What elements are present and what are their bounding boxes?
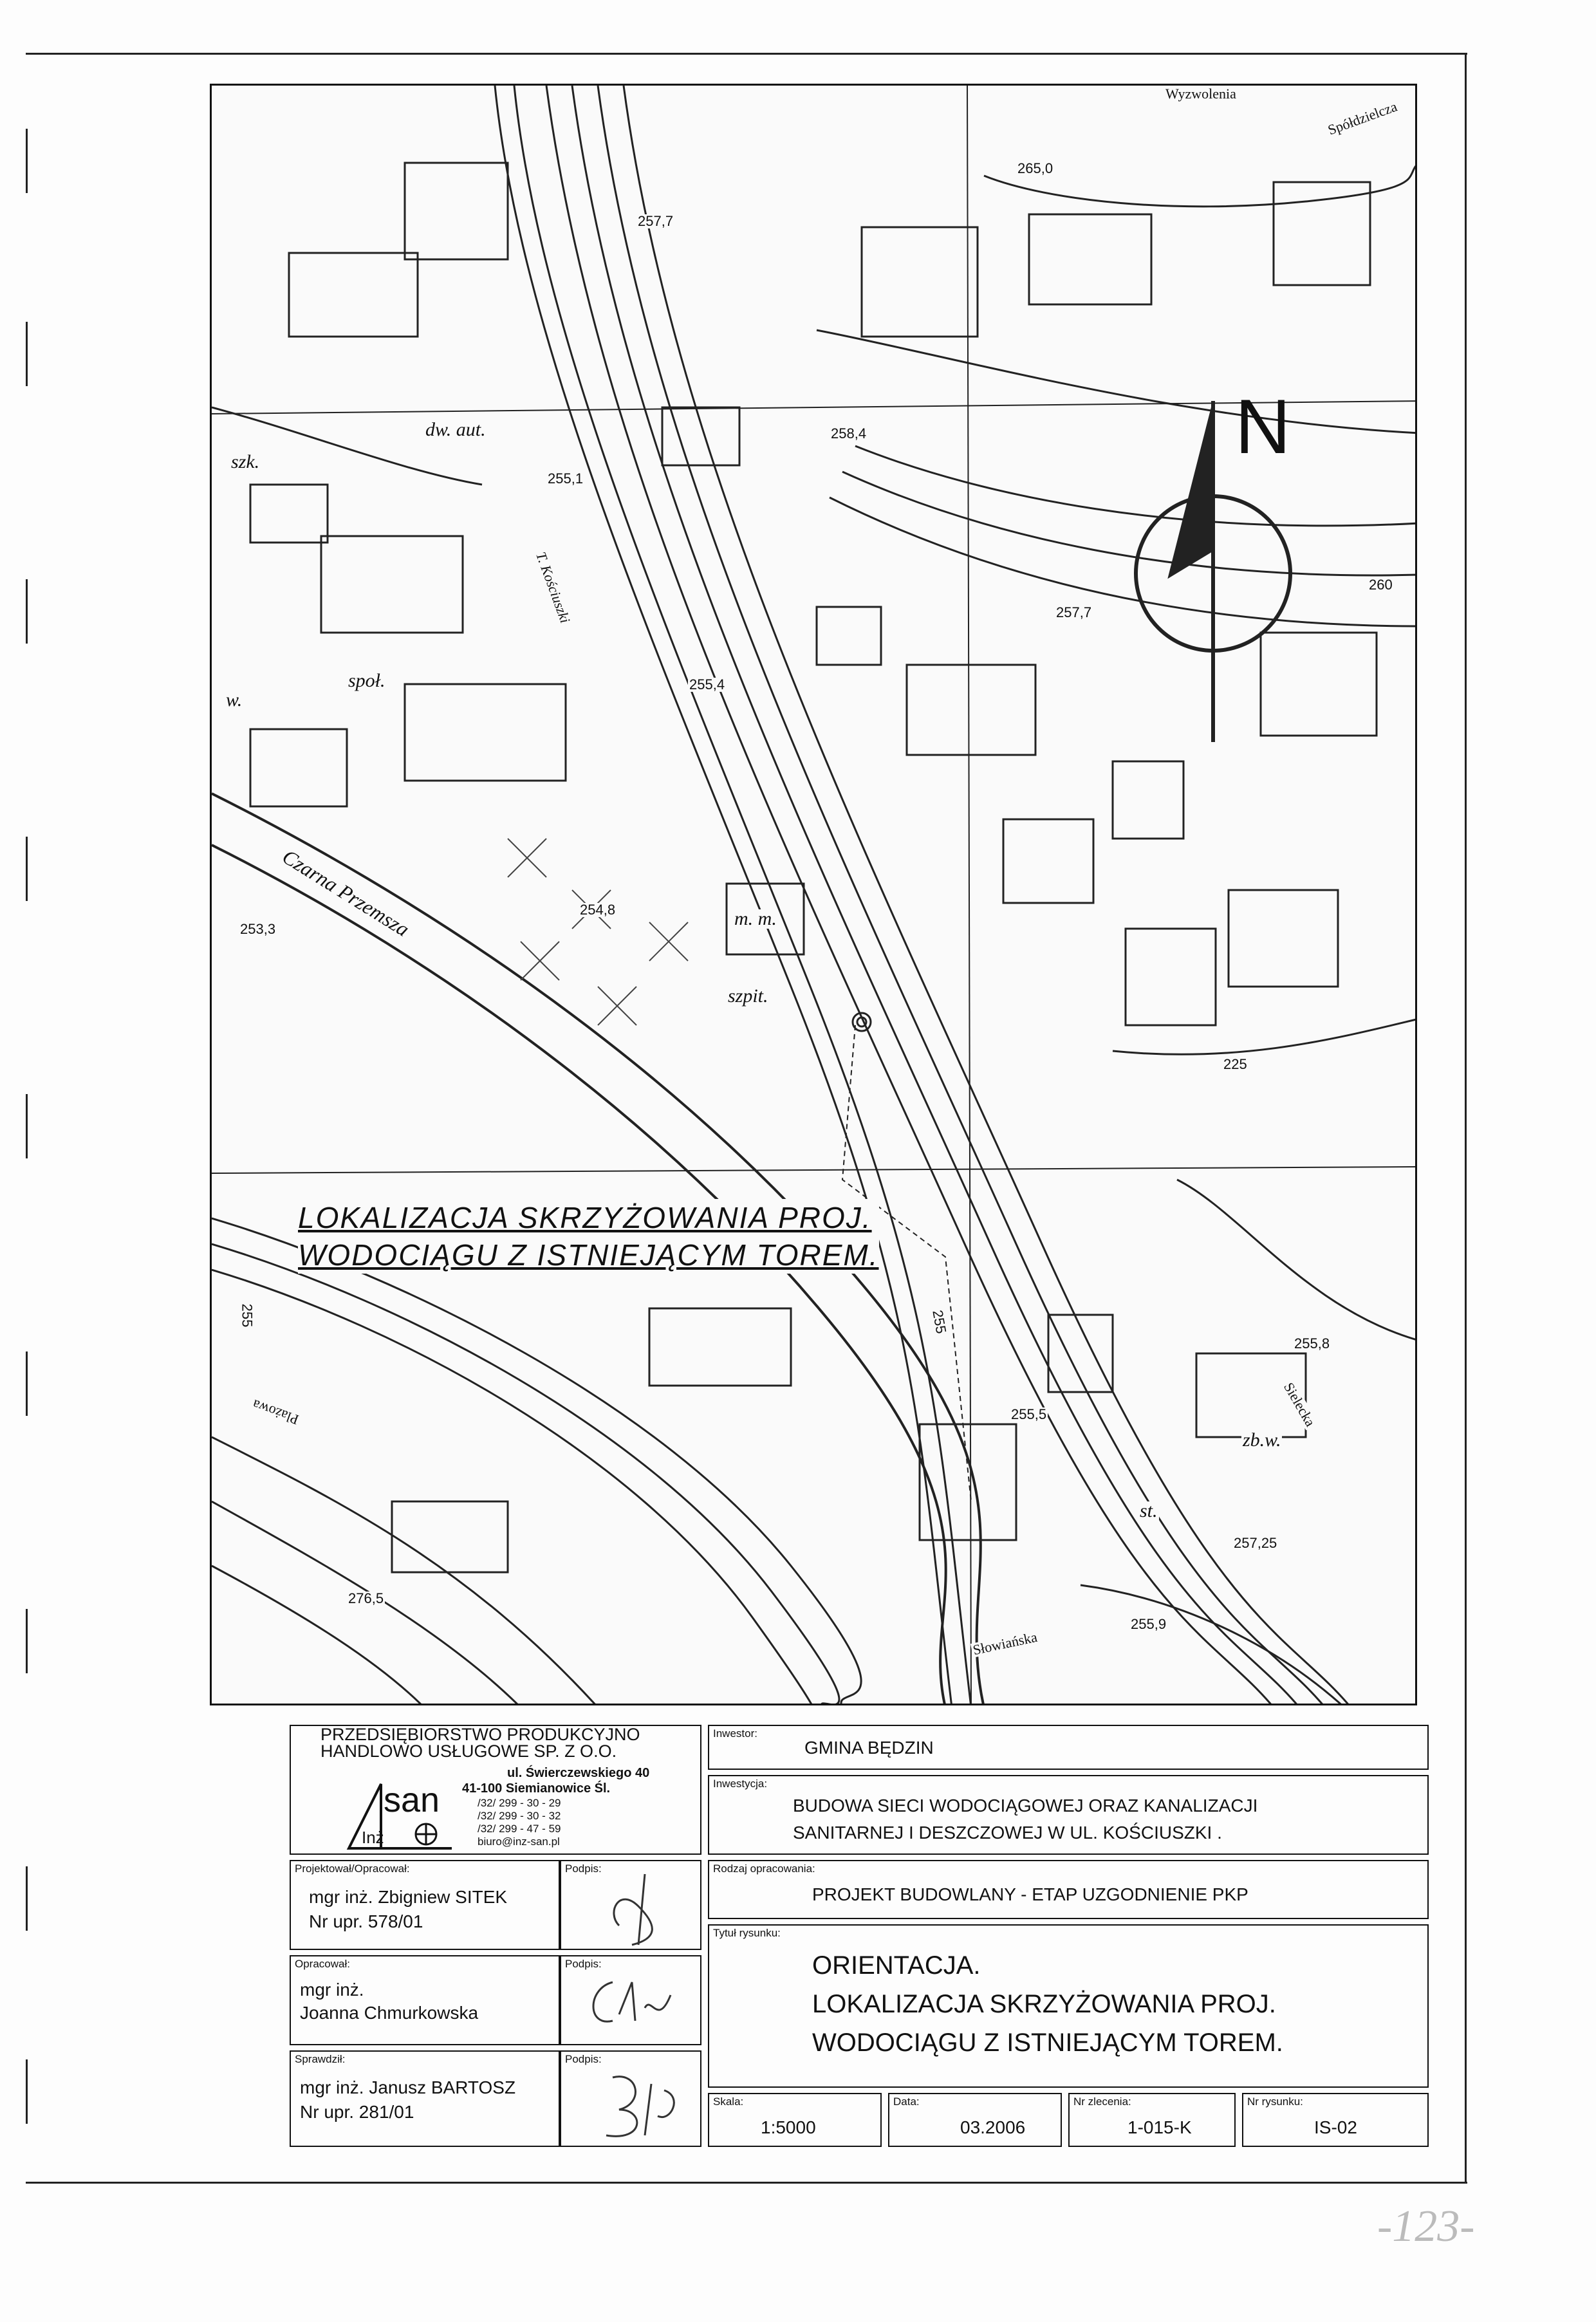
investment-cell [708,1775,1429,1855]
developer-cell [290,1955,560,2045]
drawing-title-line-1: ORIENTACJA. [812,1951,981,1980]
height-point: 225 [1223,1056,1247,1072]
street-wyzwolenia: Wyzwolenia [1165,86,1236,102]
height-point: 254,8 [580,902,616,918]
checker-sign-label: Podpis: [565,2053,602,2065]
site-map [210,84,1417,1705]
height-point: 255,4 [689,676,725,692]
left-binding-mark-2 [26,322,28,386]
height-point: 257,7 [1056,604,1092,620]
developer-name: Joanna Chmurkowska [300,2003,479,2023]
investor-label: Inwestor: [713,1727,757,1740]
left-binding-mark-5 [26,1094,28,1158]
checker-cell [290,2050,560,2147]
height-point: 276,5 [348,1590,384,1606]
logo-sub: Inż [362,1828,384,1847]
left-binding-mark-8 [26,1866,28,1931]
study-type-value: PROJEKT BUDOWLANY - ETAP UZGODNIENIE PKP [812,1884,1248,1904]
height-point: 255,1 [548,470,584,487]
designer-signature-cell [560,1860,701,1950]
company-phone-2: /32/ 299 - 30 - 32 [478,1810,561,1822]
label-zbw: zb.w. [1243,1429,1281,1451]
order-no-cell [1068,2093,1236,2147]
top-rule [26,53,1467,55]
company-logo [342,1778,458,1852]
investment-label: Inwestycja: [713,1778,768,1790]
left-binding-mark-6 [26,1351,28,1416]
designer-number: Nr upr. 578/01 [309,1911,423,1931]
drawing-title-label: Tytuł rysunku: [713,1927,781,1939]
street-plazowa: Plażowa [250,1396,301,1428]
height-point: 253,3 [240,921,276,937]
height-point: 257,25 [1234,1535,1277,1551]
right-rule [1465,53,1467,2183]
order-no-value: 1-015-K [1127,2117,1192,2137]
drawing-title-cell [708,1924,1429,2088]
label-dw-aut: dw. aut. [425,419,486,440]
street-kosciuszki: T. Kościuszki [533,550,574,626]
river-czarna-przemsza: Czarna Przemsza [278,844,414,942]
height-point: 255 [929,1308,950,1335]
designer-cell [290,1860,560,1950]
label-st: st. [1140,1500,1158,1521]
company-phone-1: /32/ 299 - 30 - 29 [478,1797,561,1809]
logo-text: san [384,1781,440,1819]
height-point: 255,5 [1011,1406,1047,1422]
designer-name: mgr inż. Zbigniew SITEK [309,1887,508,1907]
investment-line-1: BUDOWA SIECI WODOCIĄGOWEJ ORAZ KANALIZACJI [793,1796,1258,1816]
left-binding-mark-9 [26,2059,28,2124]
drawing-no-value: IS-02 [1314,2117,1357,2137]
date-label: Data: [893,2095,920,2108]
note-line-1: LOKALIZACJA SKRZYŻOWANIA PROJ. [298,1201,872,1234]
height-point: 260 [1369,577,1393,593]
left-binding-mark-1 [26,129,28,193]
scale-cell [708,2093,882,2147]
drawing-no-cell [1242,2093,1429,2147]
drawing-title-line-2: LOKALIZACJA SKRZYŻOWANIA PROJ. [812,1990,1276,2018]
developer-signature-cell [560,1955,701,2045]
investor-cell [708,1725,1429,1770]
developer-title: mgr inż. [300,1980,364,2000]
bottom-rule [26,2182,1467,2184]
scale-value: 1:5000 [761,2117,816,2137]
left-binding-mark-7 [26,1609,28,1673]
company-fax: /32/ 299 - 47 - 59 [478,1823,561,1835]
investment-line-2: SANITARNEJ I DESZCZOWEJ W UL. KOŚCIUSZKI . [793,1823,1222,1843]
date-cell [888,2093,1062,2147]
label-spol: społ. [348,670,385,691]
study-type-label: Rodzaj opracowania: [713,1862,815,1875]
company-city: 41-100 Siemianowice Śl. [462,1781,611,1796]
height-point: 255,8 [1294,1335,1330,1351]
company-cell [290,1725,701,1855]
label-szk: szk. [231,451,260,472]
company-line-1: PRZEDSIĘBIORSTWO PRODUKCYJNO [320,1725,640,1744]
designer-signature [580,1868,696,1951]
street-sielecka: Sielecka [1281,1379,1319,1429]
designer-sign-label: Podpis: [565,1862,602,1875]
developer-sign-label: Podpis: [565,1958,602,1970]
developer-signature [574,1969,696,2040]
page-number: -123- [1377,2202,1475,2251]
label-mm: m. m. [734,908,777,929]
height-point: 265,0 [1017,160,1053,176]
height-point: 257,7 [638,213,674,229]
height-point: 255 [239,1303,255,1328]
crossing-location-note [298,1199,879,1274]
street-slowianska: Słowiańska [971,1628,1039,1658]
developer-label: Opracował: [295,1958,350,1970]
label-szpit: szpit. [728,985,768,1007]
drawing-no-label: Nr rysunku: [1247,2095,1303,2108]
title-block [290,1725,1429,2150]
checker-number: Nr upr. 281/01 [300,2102,414,2122]
checker-signature [574,2065,703,2148]
investor-value: GMINA BĘDZIN [804,1738,934,1758]
checker-label: Sprawdził: [295,2053,346,2065]
company-email: biuro@inz-san.pl [478,1835,560,1848]
checker-name: mgr inż. Janusz BARTOSZ [300,2077,516,2097]
left-binding-mark-4 [26,837,28,901]
note-line-2: WODOCIĄGU Z ISTNIEJĄCYM TOREM. [298,1238,879,1272]
order-no-label: Nr zlecenia: [1073,2095,1131,2108]
company-line-2: HANDLOWO USŁUGOWE SP. Z O.O. [320,1742,617,1761]
height-point: 255,9 [1131,1616,1167,1632]
street-spoldzielcza: Spółdzielcza [1325,98,1400,138]
company-street: ul. Świerczewskiego 40 [507,1766,650,1780]
checker-signature-cell [560,2050,701,2147]
left-binding-mark-3 [26,579,28,644]
date-value: 03.2006 [960,2117,1026,2137]
height-point: 258,4 [831,425,867,441]
study-type-cell [708,1860,1429,1919]
label-w: w. [226,689,243,711]
drawing-title-line-3: WODOCIĄGU Z ISTNIEJĄCYM TOREM. [812,2029,1283,2057]
map-linework [212,86,1417,1705]
north-label: N [1235,384,1291,470]
scale-label: Skala: [713,2095,744,2108]
designer-label: Projektował/Opracował: [295,1862,410,1875]
